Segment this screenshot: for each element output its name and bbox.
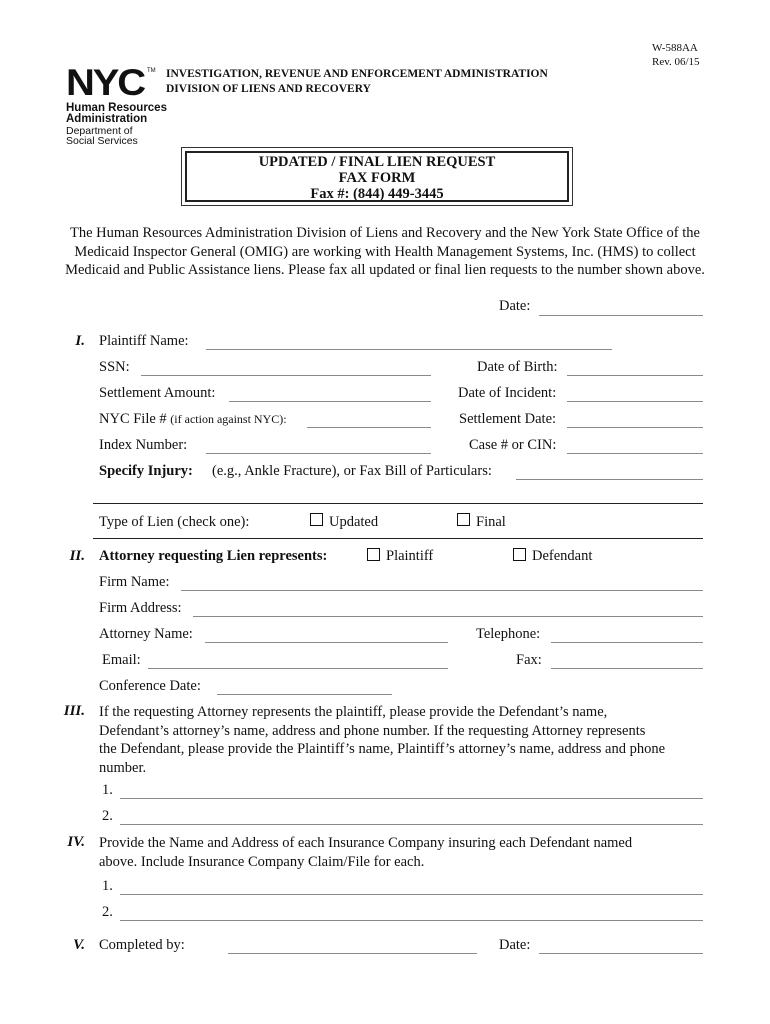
- logo-mark: NYC: [66, 62, 144, 103]
- final-label: Final: [476, 514, 506, 530]
- section-3-line-2: Defendant’s attorney’s name, address and phone number. If the requesting Attorney represents: [99, 722, 646, 739]
- settlement-date-field[interactable]: [567, 427, 703, 428]
- defendant-checkbox[interactable]: [513, 548, 526, 561]
- section-separator-2: [93, 538, 703, 539]
- form-code: W-588AA: [652, 42, 698, 54]
- logo-line-3: Department of: [66, 125, 133, 137]
- logo-line-2: Administration: [66, 113, 148, 125]
- header-agency: INVESTIGATION, REVENUE AND ENFORCEMENT ADMINISTRATION: [166, 68, 548, 80]
- index-number-label: Index Number:: [99, 437, 188, 453]
- section-3-item-1-field[interactable]: [120, 798, 703, 799]
- section-4-numeral: IV.: [67, 834, 85, 850]
- dob-label: Date of Birth:: [477, 359, 558, 375]
- section-3-line-1: If the requesting Attorney represents the plaintiff, please provide the Defendant’s name,: [99, 704, 608, 720]
- header-division: DIVISION OF LIENS AND RECOVERY: [166, 83, 371, 95]
- ssn-label: SSN:: [99, 359, 130, 375]
- date-label: Date:: [499, 298, 531, 314]
- date-of-incident-label: Date of Incident:: [458, 385, 557, 401]
- settlement-amount-label: Settlement Amount:: [99, 385, 216, 401]
- intro-line-1: The Human Resources Administration Division of Liens and Recovery and the New York State Office of the: [70, 225, 700, 241]
- conference-date-field[interactable]: [217, 694, 392, 695]
- fax-label: Fax:: [516, 652, 542, 668]
- section-3-numeral: III.: [63, 703, 85, 719]
- email-field[interactable]: [148, 668, 448, 669]
- section-1-numeral: I.: [75, 333, 85, 349]
- plaintiff-name-label: Plaintiff Name:: [99, 333, 189, 349]
- injury-hint: (e.g., Ankle Fracture), or Fax Bill of Particulars:: [212, 463, 492, 479]
- section-4-line-1: Provide the Name and Address of each Insurance Company insuring each Defendant named: [99, 835, 633, 851]
- form-title: UPDATED / FINAL LIEN REQUEST: [258, 154, 496, 170]
- section-4-instructions: [99, 834, 709, 871]
- completed-date-field[interactable]: [539, 953, 703, 954]
- attorney-name-label: Attorney Name:: [99, 626, 193, 642]
- form-subtitle: FAX FORM: [338, 170, 416, 186]
- section-3-item-1-label: 1.: [102, 782, 113, 798]
- telephone-field[interactable]: [551, 642, 703, 643]
- attorney-name-field[interactable]: [205, 642, 448, 643]
- section-4-item-1-field[interactable]: [120, 894, 703, 895]
- case-cin-label: Case # or CIN:: [469, 437, 557, 453]
- completed-by-field[interactable]: [228, 953, 477, 954]
- nyc-file-label: [99, 411, 287, 428]
- case-cin-field[interactable]: [567, 453, 703, 454]
- nyc-file-note: (if action against NYC):: [170, 412, 287, 426]
- intro-line-2: Medicaid Inspector General (OMIG) are working with Health Management Systems, Inc. (HMS) to collect: [74, 243, 696, 260]
- injury-field[interactable]: [516, 479, 703, 480]
- section-3-line-4: number.: [99, 759, 147, 776]
- ssn-field[interactable]: [141, 375, 431, 376]
- section-5-numeral: V.: [73, 937, 85, 953]
- final-checkbox[interactable]: [457, 513, 470, 526]
- logo-line-4: Social Services: [66, 135, 138, 147]
- nyc-file-field[interactable]: [307, 427, 431, 428]
- firm-name-label: Firm Name:: [99, 574, 170, 590]
- attorney-represents-label: Attorney requesting Lien represents:: [99, 548, 328, 564]
- settlement-amount-field[interactable]: [229, 401, 431, 402]
- plaintiff-checkbox[interactable]: [367, 548, 380, 561]
- fax-number: Fax #: (844) 449-3445: [310, 186, 444, 202]
- plaintiff-label: Plaintiff: [386, 548, 434, 564]
- title-box: [185, 151, 569, 202]
- firm-address-field[interactable]: [193, 616, 703, 617]
- specify-injury-label: Specify Injury:: [99, 463, 193, 479]
- date-of-incident-field[interactable]: [567, 401, 703, 402]
- date-field[interactable]: [539, 315, 703, 316]
- revision-date: Rev. 06/15: [652, 56, 700, 68]
- completed-date-label: Date:: [499, 937, 531, 953]
- settlement-date-label: Settlement Date:: [459, 411, 557, 427]
- updated-checkbox[interactable]: [310, 513, 323, 526]
- telephone-label: Telephone:: [476, 626, 541, 642]
- section-4-item-2-label: 2.: [102, 904, 113, 920]
- section-4-item-1-label: 1.: [102, 878, 113, 894]
- intro-paragraph: [60, 224, 710, 280]
- defendant-label: Defendant: [532, 548, 593, 564]
- section-3-item-2-label: 2.: [102, 808, 113, 824]
- dob-field[interactable]: [567, 375, 703, 376]
- email-label: Email:: [102, 652, 141, 668]
- logo-line-1: Human Resources: [66, 102, 167, 114]
- section-3-item-2-field[interactable]: [120, 824, 703, 825]
- completed-by-label: Completed by:: [99, 937, 185, 953]
- fax-field[interactable]: [551, 668, 703, 669]
- section-4-item-2-field[interactable]: [120, 920, 703, 921]
- firm-address-label: Firm Address:: [99, 600, 182, 616]
- section-3-instructions: [99, 703, 709, 777]
- section-4-line-2: above. Include Insurance Company Claim/File for each.: [99, 853, 425, 870]
- conference-date-label: Conference Date:: [99, 678, 201, 694]
- intro-line-3: Medicaid and Public Assistance liens. Please fax all updated or final lien requests to the number shown above.: [65, 262, 705, 278]
- nyc-file-text: NYC File #: [99, 411, 167, 427]
- section-3-line-3: the Defendant, please provide the Plaintiff’s name, Plaintiff’s attorney’s name, address and phone: [99, 741, 666, 757]
- updated-label: Updated: [329, 514, 379, 530]
- firm-name-field[interactable]: [181, 590, 703, 591]
- section-2-numeral: II.: [69, 548, 85, 564]
- lien-type-label: Type of Lien (check one):: [99, 514, 250, 530]
- section-separator: [93, 503, 703, 504]
- index-number-field[interactable]: [206, 453, 431, 454]
- plaintiff-name-field[interactable]: [206, 349, 612, 350]
- logo-trademark: TM: [147, 68, 156, 74]
